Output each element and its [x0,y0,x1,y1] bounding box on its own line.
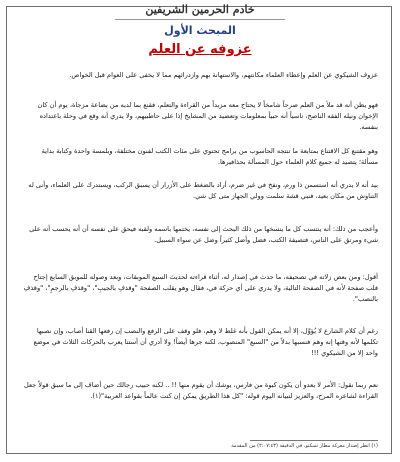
paragraph-1: عزوف الشيكوي عن العلم وإعطاء العلماء مكانتهم، والاستهانة بهم وازدرائهم مما لا يخفى على العوام قبل الخواص. [69,71,378,79]
footnote-divider [250,440,378,441]
paragraph-3: وهو مقتنع كل الاقتناع بمتابعة ما تنتجه الحاسوب من برامج تحتوي على مئات الكتب لفنون مختلفة، وبلمسة واحدة وكتابة بداية مسألة؛ يتصيد له جميع كلام العلماء حول المسألة بحذافيرها. [41,147,378,166]
paragraph-8: نعم ربما نقول: الأمر لا يعدو أن يكون كبوة من فارس، يوشك أن يقوم منها !! .. لكنه حبيب رجالك حين أضاف إلى ما سبق قولاً جعل القراءة لشاعره المرح، والعزيز لتبيانه اليوم قوله: "كل هذا الطريق يمكن إن كنت عالماً بقواعد العربية"(١). [23,381,378,400]
paragraph-5: وأعجب من ذلك: أنه ينتسب كل ما ينسخها من ذلك البحث إلى نفسه، يختمها باسمه ولقبه فيحق على نفسه أن أنه يحسب أنه على شيء ومرتق على الناس، فتصيفة الكتب، فضل وأضل كثيراً وضل عن سواء السبيل. [29,225,378,244]
page-header: خادم الحرمين الشريفين [145,3,255,16]
paragraph-2: فهو يظن أنه قد ملأ من العلم صرحاً شامخاً لا يحتاج معه مزيداً من القراءة والتعلم، فقنع بما لديه من بضاعة مزجاة، يوم أن كان الإخوان ونيله الفقه الناصح، ناسياً أنه حبياً بمعلومات وتعضيد من المشايخ إذا على حاطبيهم، ولا يدري أنه وقع في وحلة باعتداده بنفسه. [37,101,378,131]
chapter-title: عزوفه عن العلم [148,42,252,57]
paragraph-4: بيد أنه لا يدري أنه استسمن ذا ورم، ونفخ في غير ضرم، أراد بالضغط على الأزرار أن يسبق الركب، ويستدرك على العلماء، وأنى له التناوش من مكان بعيد، فنبي قشة سلمت وولي الجهاز متى كل شي. [28,181,378,200]
paragraph-7: رغم أن كلام الشارع لا يُؤوَّل، إلا أنه يمكن القول بأنه غلط لا وهم، فلو وقف على الرفع والنصب إن رفعها القنا أصاب، وإن نصبها تكلمها لأنه وقتها إنه وهم فنسبها بدلاً من "السبع" المنصوب، لكنه جرها أيضاً! ولا أدري أن أستنا يعرب بالحركات الثلاث في موضع واحد إلا من الشيكوي !!! [33,327,378,357]
footnote: (١) انظر إصدار معركة مطار تمبكتو، في الدقيقة (٢:٠٧:٤٣) من المقدمة [231,443,378,449]
paragraph-6: أقول: ومن بعض زلاته في تصحيفه، ما حدث في إصدار له، أثناء قراءته لحديث السبع الموبقات، وبعد وصوله للموبق السابع إجتاح قلب صفحة لأنه في الصفحة التالية، ولا يدري على أي حركة في، فقال وهو يقلب الصفحة "وقذفِ بالجيبِ"، "وقذفِ بالرجمِ"، "وقذفِ بالنصب". [23,273,378,303]
section-heading: المبحث الأول [164,24,236,37]
header-divider [115,19,285,20]
